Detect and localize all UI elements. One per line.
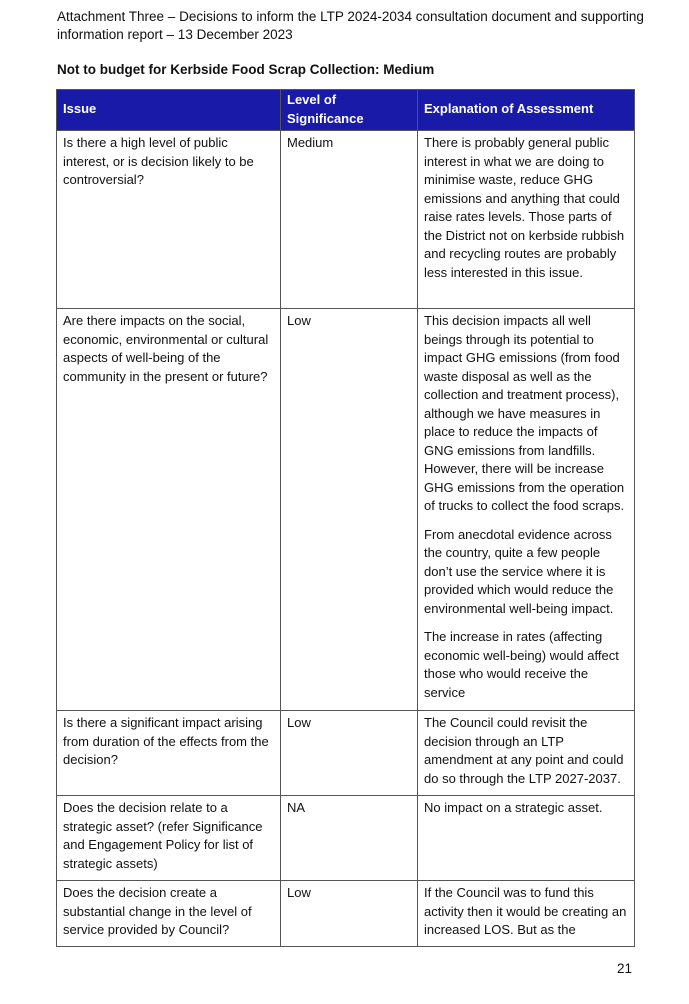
level-cell: Low [281,711,418,796]
explanation-paragraph: There is probably general public interest in what we are doing to minimise waste, reduce GHG emissions and anything that could raise rates levels. Those parts of the District not on kerbside rubbish and recycling routes are probably less interested in this issue. [424,135,625,280]
table-row [57,131,635,309]
column-header-level: Level of Significance [281,90,418,131]
issue-cell: Is there a high level of public interest, or is decision likely to be controversial? [57,131,281,309]
level-cell: Medium [281,131,418,309]
explanation-paragraph: No impact on a strategic asset. [424,800,603,815]
explanation-cell [418,309,635,711]
level-cell: NA [281,796,418,881]
explanation-cell [418,131,635,309]
explanation-cell [418,796,635,881]
section-title: Not to budget for Kerbside Food Scrap Collection: Medium [57,62,435,77]
issue-cell: Are there impacts on the social, economic, environmental or cultural aspects of well-being of the community in the present or future? [57,309,281,711]
explanation-paragraph: From anecdotal evidence across the country, quite a few people don’t use the service where it is provided which would reduce the environmental well-being impact. [424,526,614,616]
table-row [57,881,635,947]
explanation-paragraph: The increase in rates (affecting economic well-being) would affect those who would receive the service [424,629,619,700]
explanation-cell [418,711,635,796]
table-row [57,796,635,881]
document-header [57,8,657,44]
header-line-1: Attachment Three – Decisions to inform the LTP 2024-2034 consultation document and supporting [57,9,644,24]
page-number: 21 [617,961,633,976]
table-row [57,309,635,711]
explanation-paragraph: If the Council was to fund this activity then it would be creating an increased LOS. But as the [424,885,627,937]
issue-cell: Does the decision relate to a strategic asset? (refer Significance and Engagement Policy for list of strategic assets) [57,796,281,881]
issue-cell: Does the decision create a substantial change in the level of service provided by Council? [57,881,281,947]
column-header-explanation: Explanation of Assessment [418,90,635,131]
explanation-paragraph: This decision impacts all well beings through its potential to impact GHG emissions (from food waste disposal as well as the collection and treatment process), although we have measures in place to reduce the impacts of GNG emissions from landfills. However, there will be increase GHG emissions from the operation of trucks to collect the food scraps. [424,313,625,513]
table-row [57,711,635,796]
explanation-cell [418,881,635,947]
explanation-paragraph: The Council could revisit the decision through an LTP amendment at any point and could do so through the LTP 2027-2037. [424,715,624,786]
level-cell: Low [281,309,418,711]
column-header-issue: Issue [57,90,281,131]
header-line-2: information report – 13 December 2023 [57,27,293,42]
issue-cell: Is there a significant impact arising from duration of the effects from the decision? [57,711,281,796]
significance-table [56,89,635,947]
table-header-row [57,90,635,131]
level-cell: Low [281,881,418,947]
